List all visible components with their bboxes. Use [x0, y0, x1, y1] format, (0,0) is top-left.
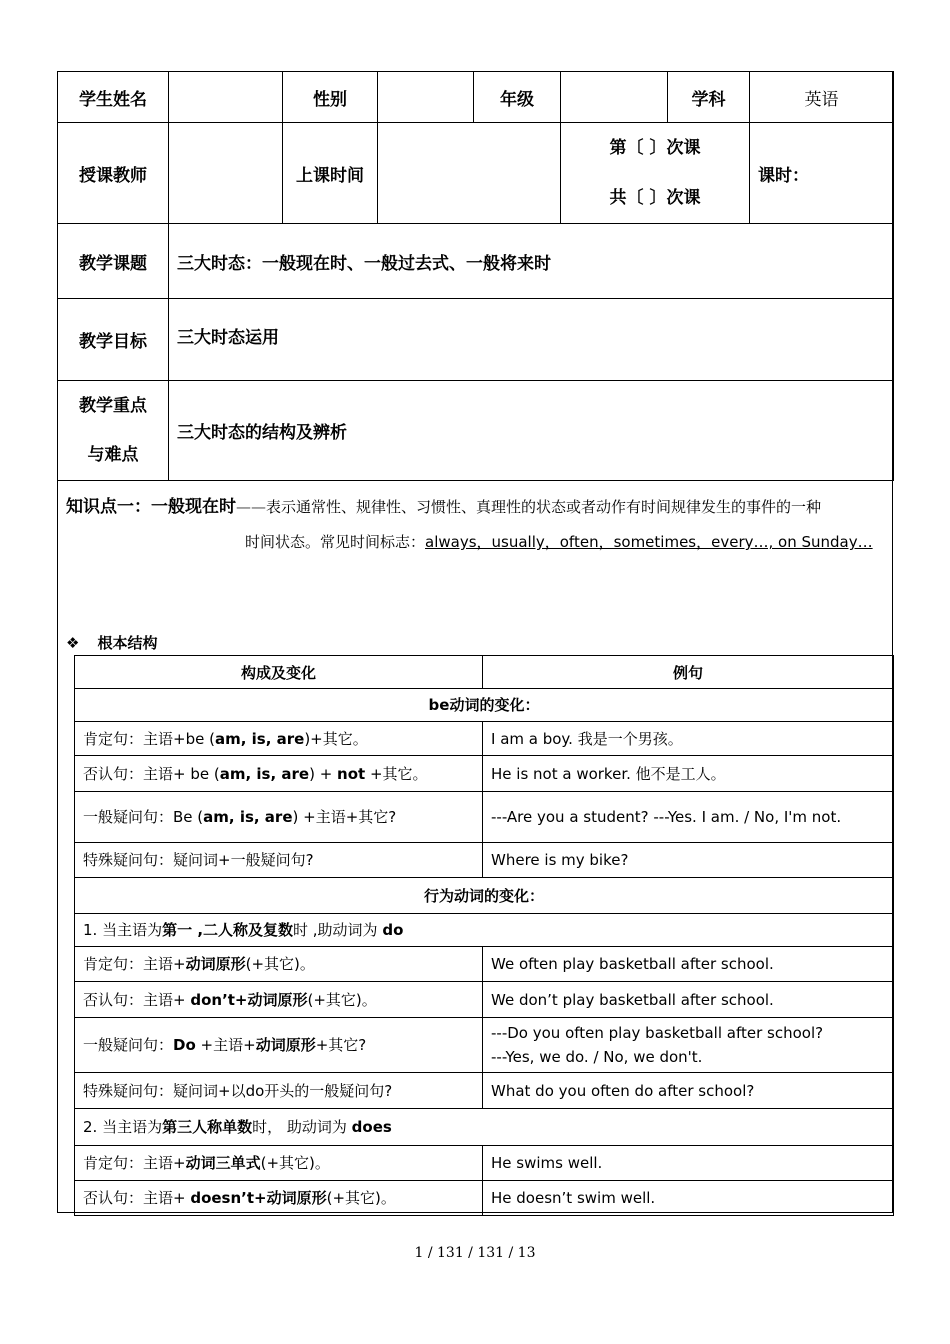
- do-wh-example: What do you often do after school?: [483, 1073, 894, 1109]
- lesson-number: 第〔 〕次课: [609, 138, 701, 158]
- student-name-label: 学生姓名: [58, 72, 169, 123]
- do-negative-example: We don’t play basketball after school.: [483, 982, 894, 1018]
- knowledge-description-1: 表示通常性、规律性、习惯性、真理性的状态或者动作有时间规律发生的事件的一种: [266, 498, 822, 516]
- table-row: [75, 722, 894, 756]
- be-affirmative-example: I am a boy. 我是一个男孩。: [483, 722, 894, 756]
- be-question-example: ---Are you a student? ---Yes. I am. / No, I'm not.: [483, 792, 894, 843]
- basic-structure-heading: [66, 632, 157, 653]
- topic-value: 三大时态：一般现在时、一般过去式、一般将来时: [169, 224, 894, 299]
- table-row: [75, 1109, 894, 1146]
- col-header-example: 例句: [483, 656, 894, 689]
- does-affirmative-rule: 肯定句：主语+动词三单式(+其它)。: [75, 1146, 483, 1181]
- class-time-value: [378, 123, 561, 224]
- hours-label: 课时：: [750, 123, 894, 224]
- table-row: [75, 1018, 894, 1073]
- class-time-label: 上课时间: [283, 123, 378, 224]
- be-question-rule: 一般疑问句：Be (am, is, are) +主语+其它?: [75, 792, 483, 843]
- be-section-heading: be动词的变化：: [75, 689, 894, 722]
- knowledge-description-2: 时间状态。常见时间标志：: [245, 533, 426, 551]
- diamond-bullet-icon: ❖: [66, 634, 80, 652]
- gender-label: 性别: [283, 72, 378, 123]
- table-row: [75, 982, 894, 1018]
- focus-value: 三大时态的结构及辨析: [169, 381, 894, 481]
- lesson-total: 共〔 〕次课: [609, 188, 701, 208]
- table-row: [75, 1073, 894, 1109]
- be-wh-example: Where is my bike?: [483, 843, 894, 878]
- table-row: [75, 792, 894, 843]
- do-negative-rule: 否认句：主语+ don’t+动词原形(+其它)。: [75, 982, 483, 1018]
- basic-structure-label: 根本结构: [97, 634, 158, 652]
- goal-value: 三大时态运用: [169, 299, 894, 381]
- table-row: [75, 1146, 894, 1181]
- teacher-value: [169, 123, 283, 224]
- verb-section-heading: 行为动词的变化：: [75, 878, 894, 914]
- structure-table: [74, 655, 894, 1216]
- student-name-value: [169, 72, 283, 123]
- be-negative-rule: 否认句：主语+ be (am, is, are) + not +其它。: [75, 756, 483, 792]
- table-row: [75, 756, 894, 792]
- case-2-heading: 2. 当主语为第三人称单数时， 助动词为 does: [75, 1109, 894, 1146]
- table-row: [75, 914, 894, 947]
- be-wh-rule: 特殊疑问句：疑问词+一般疑问句?: [75, 843, 483, 878]
- focus-label-line-1: 教学重点: [79, 395, 147, 416]
- grade-value: [561, 72, 668, 123]
- subject-label: 学科: [668, 72, 750, 123]
- time-markers: always，usually，often，sometimes，every…, on Sunday…: [425, 533, 873, 551]
- do-affirmative-rule: 肯定句：主语+动词原形(+其它)。: [75, 947, 483, 982]
- grade-label: 年级: [474, 72, 561, 123]
- does-negative-rule: 否认句：主语+ doesn’t+动词原形(+其它)。: [75, 1181, 483, 1216]
- be-affirmative-rule: 肯定句：主语+be (am, is, are)+其它。: [75, 722, 483, 756]
- focus-label-line-2: 与难点: [87, 444, 139, 465]
- subject-value: 英语: [750, 72, 894, 123]
- do-question-example: ---Do you often play basketball after school? ---Yes, we do. / No, we don't.: [483, 1018, 894, 1073]
- lesson-info-table: [57, 71, 894, 481]
- does-negative-example: He doesn’t swim well.: [483, 1181, 894, 1216]
- focus-label: [58, 381, 169, 481]
- do-wh-rule: 特殊疑问句：疑问词+以do开头的一般疑问句?: [75, 1073, 483, 1109]
- table-row: [75, 843, 894, 878]
- table-row: [75, 1181, 894, 1216]
- case-1-heading: 1. 当主语为第一 ,二人称及复数时 ,助动词为 do: [75, 914, 894, 947]
- col-header-structure: 构成及变化: [75, 656, 483, 689]
- table-row: [75, 947, 894, 982]
- page-number: 1 / 131 / 131 / 13: [414, 1245, 536, 1261]
- knowledge-title: 知识点一：一般现在时: [66, 497, 236, 517]
- be-negative-example: He is not a worker. 他不是工人。: [483, 756, 894, 792]
- teacher-label: 授课教师: [58, 123, 169, 224]
- goal-label: 教学目标: [58, 299, 169, 381]
- topic-label: 教学课题: [58, 224, 169, 299]
- knowledge-point: [66, 490, 884, 555]
- do-question-rule: 一般疑问句：Do +主语+动词原形+其它?: [75, 1018, 483, 1073]
- do-affirmative-example: We often play basketball after school.: [483, 947, 894, 982]
- lesson-count: [561, 123, 750, 224]
- gender-value: [378, 72, 474, 123]
- does-affirmative-example: He swims well.: [483, 1146, 894, 1181]
- title-dash: ——: [236, 498, 266, 516]
